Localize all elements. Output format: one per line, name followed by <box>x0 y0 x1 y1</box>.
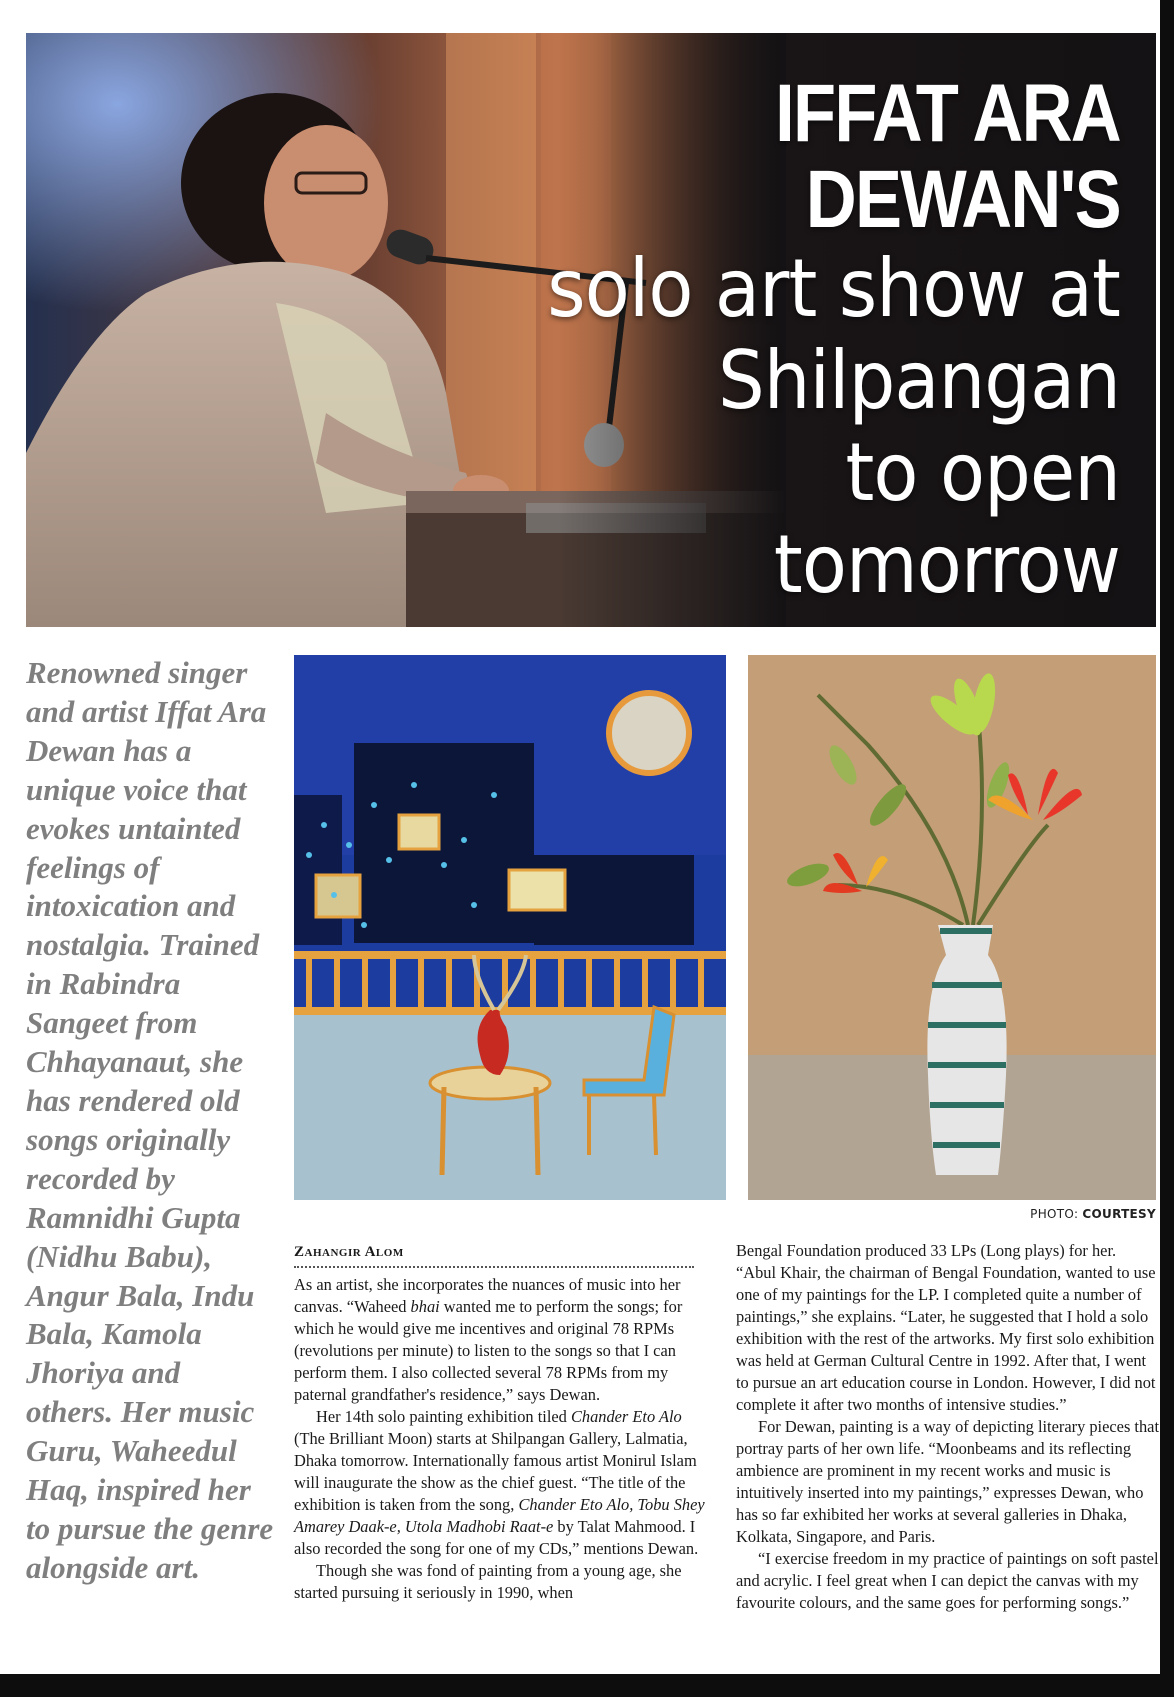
byline-divider <box>294 1266 694 1268</box>
paragraph-1: As an artist, she incorporates the nuances of music into her canvas. “Waheed bhai wanted me to perform the songs; for which he would give me incentives and original 78 RPMs (revolutions per minute) to listen to the songs so that I can perform them. I also collected several 78 RPMs from my paternal grandfather's residence,” says Dewan. <box>294 1275 683 1404</box>
intro-text: Renowned singer and artist Iffat Ara Dewan has a unique voice that evokes untainted feelings of intoxication and nostalgia. Trained in Rabindra Sangeet from Chhayanaut, she has rendered old songs originally recorded by Ramnidhi Gupta (Nidhu Babu), Angur Bala, Indu Bala, Kamola Jhoriya and others. Her music Guru, Waheedul Haq, inspired her to pursue the genre alongside art. <box>26 655 274 1585</box>
headline-line-5: to open <box>845 426 1120 519</box>
headline-line-3: solo art show at <box>547 242 1120 335</box>
headline <box>480 68 1120 611</box>
headline-line-6: tomorrow <box>773 518 1120 611</box>
page-edge-bar-bottom <box>0 1674 1174 1697</box>
article-column-1 <box>294 1274 714 1604</box>
article-column-2 <box>736 1240 1160 1614</box>
painting-moon-balcony <box>294 655 726 1200</box>
headline-line-1: IFFAT ARA <box>775 68 1120 159</box>
photo-credit-source: COURTESY <box>1082 1207 1156 1221</box>
hero-banner <box>26 33 1156 627</box>
page-edge-bar-right <box>1160 0 1174 1697</box>
paragraph-2: Her 14th solo painting exhibition tiled Chander Eto Alo (The Brilliant Moon) starts at Shilpangan Gallery, Lalmatia, Dhaka tomorrow. Internationally famous artist Monirul Islam will inaugurate the show as the chief guest. “The title of the exhibition is taken from the song, Chander Eto Alo, Tobu Shey Amarey Daak-e, Utola Madhobi Raat-e by Talat Mahmood. I also recorded the song for one of my CDs,” mentions Dewan. <box>294 1407 705 1558</box>
paragraph-5: For Dewan, painting is a way of depicting literary pieces that portray parts of her own life. “Moonbeams and its reflecting ambience are prominent in my recent works and music is intuitively inserted into my paintings,” expresses Dewan, who has so far exhibited her works at several galleries in Dhaka, Kolkata, Singapore, and Paris. <box>736 1417 1159 1546</box>
byline: Zahangir Alom <box>294 1244 404 1260</box>
paragraph-4: Bengal Foundation produced 33 LPs (Long plays) for her. “Abul Khair, the chairman of Bengal Foundation, wanted to use one of my paintings for the LP. I completed quite a number of paintings,” she explains. “Later, he suggested that I hold a solo exhibition with the rest of the artworks. My first solo exhibition was held at German Cultural Centre in 1992. After that, I went to pursue an art education course in London. However, I did not complete it after two months of intensive studies.” <box>736 1241 1156 1414</box>
headline-line-2: DEWAN'S <box>805 154 1120 245</box>
paragraph-3: Though she was fond of painting from a young age, she started pursuing it seriously in 1990, when <box>294 1561 682 1602</box>
headline-line-4: Shilpangan <box>718 334 1120 427</box>
paragraph-6: “I exercise freedom in my practice of paintings on soft pastel and acrylic. I feel great when I can depict the canvas with my favourite colours, and the same goes for performing songs.” <box>736 1549 1159 1612</box>
photo-credit <box>1030 1207 1156 1221</box>
photo-credit-label: PHOTO: <box>1030 1207 1079 1221</box>
painting-flower-vase <box>748 655 1156 1200</box>
